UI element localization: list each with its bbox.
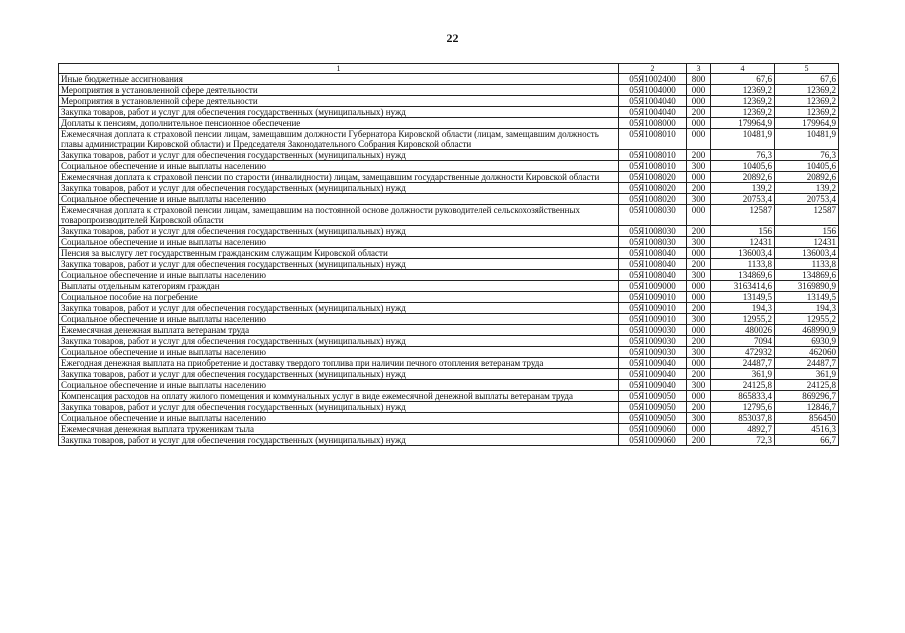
expense-name: Ежемесячная доплата к страховой пенсии лицам, замещавшим на постоянной основе должности руководителей сельскохозяйственных товаропроизводителей Кировской области [59, 205, 619, 226]
amount-col-5: 179964,9 [775, 118, 839, 129]
expense-name: Мероприятия в установленной сфере деятельности [59, 96, 619, 107]
header-col-3: 3 [687, 64, 711, 74]
header-col-4: 4 [711, 64, 775, 74]
table-row [59, 314, 839, 325]
amount-col-4: 179964,9 [711, 118, 775, 129]
table-row [59, 281, 839, 292]
amount-col-5: 468990,9 [775, 325, 839, 336]
target-article-code: 05Я1009000 [619, 281, 687, 292]
expense-name: Социальное пособие на погребение [59, 292, 619, 303]
expense-name: Закупка товаров, работ и услуг для обеспечения государственных (муниципальных) нужд [59, 369, 619, 380]
amount-col-4: 12369,2 [711, 96, 775, 107]
expense-type-code: 200 [687, 259, 711, 270]
amount-col-4: 12369,2 [711, 85, 775, 96]
table-row [59, 161, 839, 172]
expense-type-code: 000 [687, 391, 711, 402]
table-row [59, 205, 839, 226]
table-row [59, 74, 839, 85]
amount-col-5: 3169890,9 [775, 281, 839, 292]
expense-name: Закупка товаров, работ и услуг для обеспечения государственных (муниципальных) нужд [59, 435, 619, 446]
target-article-code: 05Я1008000 [619, 118, 687, 129]
expense-name: Доплаты к пенсиям, дополнительное пенсионное обеспечение [59, 118, 619, 129]
table-row [59, 336, 839, 347]
table-row [59, 303, 839, 314]
expense-name: Иные бюджетные ассигнования [59, 74, 619, 85]
amount-col-4: 20892,6 [711, 172, 775, 183]
expense-type-code: 300 [687, 413, 711, 424]
amount-col-4: 12955,2 [711, 314, 775, 325]
amount-col-4: 194,3 [711, 303, 775, 314]
target-article-code: 05Я1009010 [619, 292, 687, 303]
amount-col-4: 12431 [711, 237, 775, 248]
amount-col-5: 24125,8 [775, 380, 839, 391]
target-article-code: 05Я1009060 [619, 424, 687, 435]
target-article-code: 05Я1009050 [619, 413, 687, 424]
amount-col-4: 361,9 [711, 369, 775, 380]
target-article-code: 05Я1008030 [619, 205, 687, 226]
amount-col-5: 12369,2 [775, 96, 839, 107]
amount-col-5: 361,9 [775, 369, 839, 380]
target-article-code: 05Я1008030 [619, 237, 687, 248]
amount-col-4: 24125,8 [711, 380, 775, 391]
target-article-code: 05Я1008010 [619, 161, 687, 172]
table-row [59, 270, 839, 281]
table-row [59, 194, 839, 205]
expense-name: Мероприятия в установленной сфере деятельности [59, 85, 619, 96]
amount-col-5: 869296,7 [775, 391, 839, 402]
amount-col-4: 472932 [711, 347, 775, 358]
table-row [59, 292, 839, 303]
amount-col-5: 6930,9 [775, 336, 839, 347]
amount-col-4: 156 [711, 226, 775, 237]
amount-col-5: 4516,3 [775, 424, 839, 435]
expense-type-code: 200 [687, 107, 711, 118]
amount-col-4: 67,6 [711, 74, 775, 85]
table-row [59, 391, 839, 402]
amount-col-4: 3163414,6 [711, 281, 775, 292]
target-article-code: 05Я1009010 [619, 314, 687, 325]
expense-type-code: 000 [687, 248, 711, 259]
table-row [59, 402, 839, 413]
expense-type-code: 000 [687, 325, 711, 336]
amount-col-4: 10405,6 [711, 161, 775, 172]
amount-col-4: 13149,5 [711, 292, 775, 303]
expense-name: Закупка товаров, работ и услуг для обеспечения государственных (муниципальных) нужд [59, 259, 619, 270]
target-article-code: 05Я1009030 [619, 325, 687, 336]
target-article-code: 05Я1002400 [619, 74, 687, 85]
table-row [59, 259, 839, 270]
budget-table [58, 63, 839, 446]
expense-type-code: 300 [687, 237, 711, 248]
table-row [59, 424, 839, 435]
expense-name: Социальное обеспечение и иные выплаты населению [59, 161, 619, 172]
target-article-code: 05Я1009050 [619, 391, 687, 402]
expense-type-code: 300 [687, 194, 711, 205]
page-number: 22 [446, 31, 459, 45]
target-article-code: 05Я1009060 [619, 435, 687, 446]
target-article-code: 05Я1008040 [619, 259, 687, 270]
expense-type-code: 300 [687, 347, 711, 358]
expense-type-code: 200 [687, 435, 711, 446]
amount-col-5: 462060 [775, 347, 839, 358]
expense-type-code: 200 [687, 303, 711, 314]
amount-col-5: 12369,2 [775, 107, 839, 118]
amount-col-4: 24487,7 [711, 358, 775, 369]
table-row [59, 435, 839, 446]
amount-col-5: 1133,8 [775, 259, 839, 270]
table-row [59, 248, 839, 259]
expense-type-code: 200 [687, 369, 711, 380]
expense-type-code: 000 [687, 118, 711, 129]
header-col-2: 2 [619, 64, 687, 74]
expense-name: Социальное обеспечение и иные выплаты населению [59, 314, 619, 325]
amount-col-4: 10481,9 [711, 129, 775, 150]
target-article-code: 05Я1009040 [619, 358, 687, 369]
amount-col-5: 12846,7 [775, 402, 839, 413]
table-row [59, 380, 839, 391]
table-row [59, 129, 839, 150]
table-row [59, 118, 839, 129]
amount-col-5: 20753,4 [775, 194, 839, 205]
amount-col-5: 156 [775, 226, 839, 237]
amount-col-5: 76,3 [775, 150, 839, 161]
amount-col-5: 12955,2 [775, 314, 839, 325]
expense-name: Закупка товаров, работ и услуг для обеспечения государственных (муниципальных) нужд [59, 336, 619, 347]
expense-name: Социальное обеспечение и иные выплаты населению [59, 270, 619, 281]
expense-type-code: 000 [687, 358, 711, 369]
target-article-code: 05Я1009010 [619, 303, 687, 314]
amount-col-5: 24487,7 [775, 358, 839, 369]
expense-name: Закупка товаров, работ и услуг для обеспечения государственных (муниципальных) нужд [59, 226, 619, 237]
expense-name: Компенсация расходов на оплату жилого помещения и коммунальных услуг в виде ежемесячной денежной выплаты ветеранам труда [59, 391, 619, 402]
expense-name: Ежемесячная денежная выплата ветеранам труда [59, 325, 619, 336]
table-row [59, 347, 839, 358]
target-article-code: 05Я1008020 [619, 183, 687, 194]
amount-col-4: 1133,8 [711, 259, 775, 270]
expense-type-code: 200 [687, 226, 711, 237]
amount-col-4: 12369,2 [711, 107, 775, 118]
expense-type-code: 200 [687, 150, 711, 161]
table-row [59, 85, 839, 96]
amount-col-4: 7094 [711, 336, 775, 347]
expense-name: Ежемесячная доплата к страховой пенсии лицам, замещавшим должности Губернатора Кировской области (лицам, замещавшим должность главы администрации Кировской области) и Председателя Законодательного Собрания Кировской области [59, 129, 619, 150]
target-article-code: 05Я1008010 [619, 129, 687, 150]
target-article-code: 05Я1008020 [619, 172, 687, 183]
amount-col-5: 66,7 [775, 435, 839, 446]
column-number-header [59, 64, 839, 74]
expense-name: Закупка товаров, работ и услуг для обеспечения государственных (муниципальных) нужд [59, 402, 619, 413]
expense-type-code: 300 [687, 270, 711, 281]
expense-type-code: 000 [687, 96, 711, 107]
expense-type-code: 000 [687, 281, 711, 292]
target-article-code: 05Я1009040 [619, 369, 687, 380]
target-article-code: 05Я1008040 [619, 248, 687, 259]
amount-col-4: 76,3 [711, 150, 775, 161]
amount-col-5: 10481,9 [775, 129, 839, 150]
amount-col-4: 12795,6 [711, 402, 775, 413]
expense-name: Ежемесячная денежная выплата труженикам тыла [59, 424, 619, 435]
expense-type-code: 000 [687, 85, 711, 96]
table-row [59, 413, 839, 424]
table-row [59, 369, 839, 380]
target-article-code: 05Я1004040 [619, 107, 687, 118]
table-row [59, 237, 839, 248]
amount-col-5: 12369,2 [775, 85, 839, 96]
amount-col-5: 10405,6 [775, 161, 839, 172]
amount-col-5: 20892,6 [775, 172, 839, 183]
expense-name: Закупка товаров, работ и услуг для обеспечения государственных (муниципальных) нужд [59, 150, 619, 161]
target-article-code: 05Я1004000 [619, 85, 687, 96]
expense-name: Социальное обеспечение и иные выплаты населению [59, 237, 619, 248]
amount-col-5: 13149,5 [775, 292, 839, 303]
amount-col-4: 139,2 [711, 183, 775, 194]
amount-col-5: 134869,6 [775, 270, 839, 281]
amount-col-5: 136003,4 [775, 248, 839, 259]
target-article-code: 05Я1008040 [619, 270, 687, 281]
amount-col-4: 72,3 [711, 435, 775, 446]
table-row [59, 107, 839, 118]
table-row [59, 358, 839, 369]
expense-name: Закупка товаров, работ и услуг для обеспечения государственных (муниципальных) нужд [59, 303, 619, 314]
target-article-code: 05Я1008020 [619, 194, 687, 205]
expense-type-code: 000 [687, 424, 711, 435]
expense-type-code: 300 [687, 380, 711, 391]
table-row [59, 172, 839, 183]
expense-type-code: 200 [687, 183, 711, 194]
amount-col-5: 856450 [775, 413, 839, 424]
expense-type-code: 200 [687, 336, 711, 347]
amount-col-4: 865833,4 [711, 391, 775, 402]
amount-col-4: 4892,7 [711, 424, 775, 435]
expense-name: Социальное обеспечение и иные выплаты населению [59, 380, 619, 391]
expense-name: Ежегодная денежная выплата на приобретение и доставку твердого топлива при наличии печного отопления ветеранам труда [59, 358, 619, 369]
expense-name: Социальное обеспечение и иные выплаты населению [59, 413, 619, 424]
amount-col-5: 12431 [775, 237, 839, 248]
amount-col-5: 12587 [775, 205, 839, 226]
target-article-code: 05Я1008010 [619, 150, 687, 161]
expense-type-code: 800 [687, 74, 711, 85]
table-row [59, 183, 839, 194]
table-row [59, 325, 839, 336]
expense-type-code: 300 [687, 314, 711, 325]
budget-table-body [59, 64, 839, 446]
amount-col-5: 67,6 [775, 74, 839, 85]
table-row [59, 96, 839, 107]
expense-type-code: 000 [687, 129, 711, 150]
expense-name: Закупка товаров, работ и услуг для обеспечения государственных (муниципальных) нужд [59, 183, 619, 194]
target-article-code: 05Я1009040 [619, 380, 687, 391]
expense-type-code: 000 [687, 172, 711, 183]
target-article-code: 05Я1009030 [619, 336, 687, 347]
expense-type-code: 000 [687, 292, 711, 303]
amount-col-4: 12587 [711, 205, 775, 226]
table-row [59, 150, 839, 161]
expense-name: Выплаты отдельным категориям граждан [59, 281, 619, 292]
target-article-code: 05Я1008030 [619, 226, 687, 237]
amount-col-4: 20753,4 [711, 194, 775, 205]
amount-col-4: 134869,6 [711, 270, 775, 281]
expense-name: Социальное обеспечение и иные выплаты населению [59, 194, 619, 205]
expense-name: Пенсия за выслугу лет государственным гражданским служащим Кировской области [59, 248, 619, 259]
expense-type-code: 200 [687, 402, 711, 413]
expense-name: Закупка товаров, работ и услуг для обеспечения государственных (муниципальных) нужд [59, 107, 619, 118]
header-col-1: 1 [59, 64, 619, 74]
header-col-5: 5 [775, 64, 839, 74]
target-article-code: 05Я1009050 [619, 402, 687, 413]
expense-name: Ежемесячная доплата к страховой пенсии по старости (инвалидности) лицам, замещавшим государственные должности Кировской области [59, 172, 619, 183]
target-article-code: 05Я1004040 [619, 96, 687, 107]
expense-type-code: 300 [687, 161, 711, 172]
target-article-code: 05Я1009030 [619, 347, 687, 358]
table-row [59, 226, 839, 237]
amount-col-4: 136003,4 [711, 248, 775, 259]
expense-type-code: 000 [687, 205, 711, 226]
expense-name: Социальное обеспечение и иные выплаты населению [59, 347, 619, 358]
amount-col-4: 480026 [711, 325, 775, 336]
amount-col-4: 853037,8 [711, 413, 775, 424]
amount-col-5: 139,2 [775, 183, 839, 194]
amount-col-5: 194,3 [775, 303, 839, 314]
